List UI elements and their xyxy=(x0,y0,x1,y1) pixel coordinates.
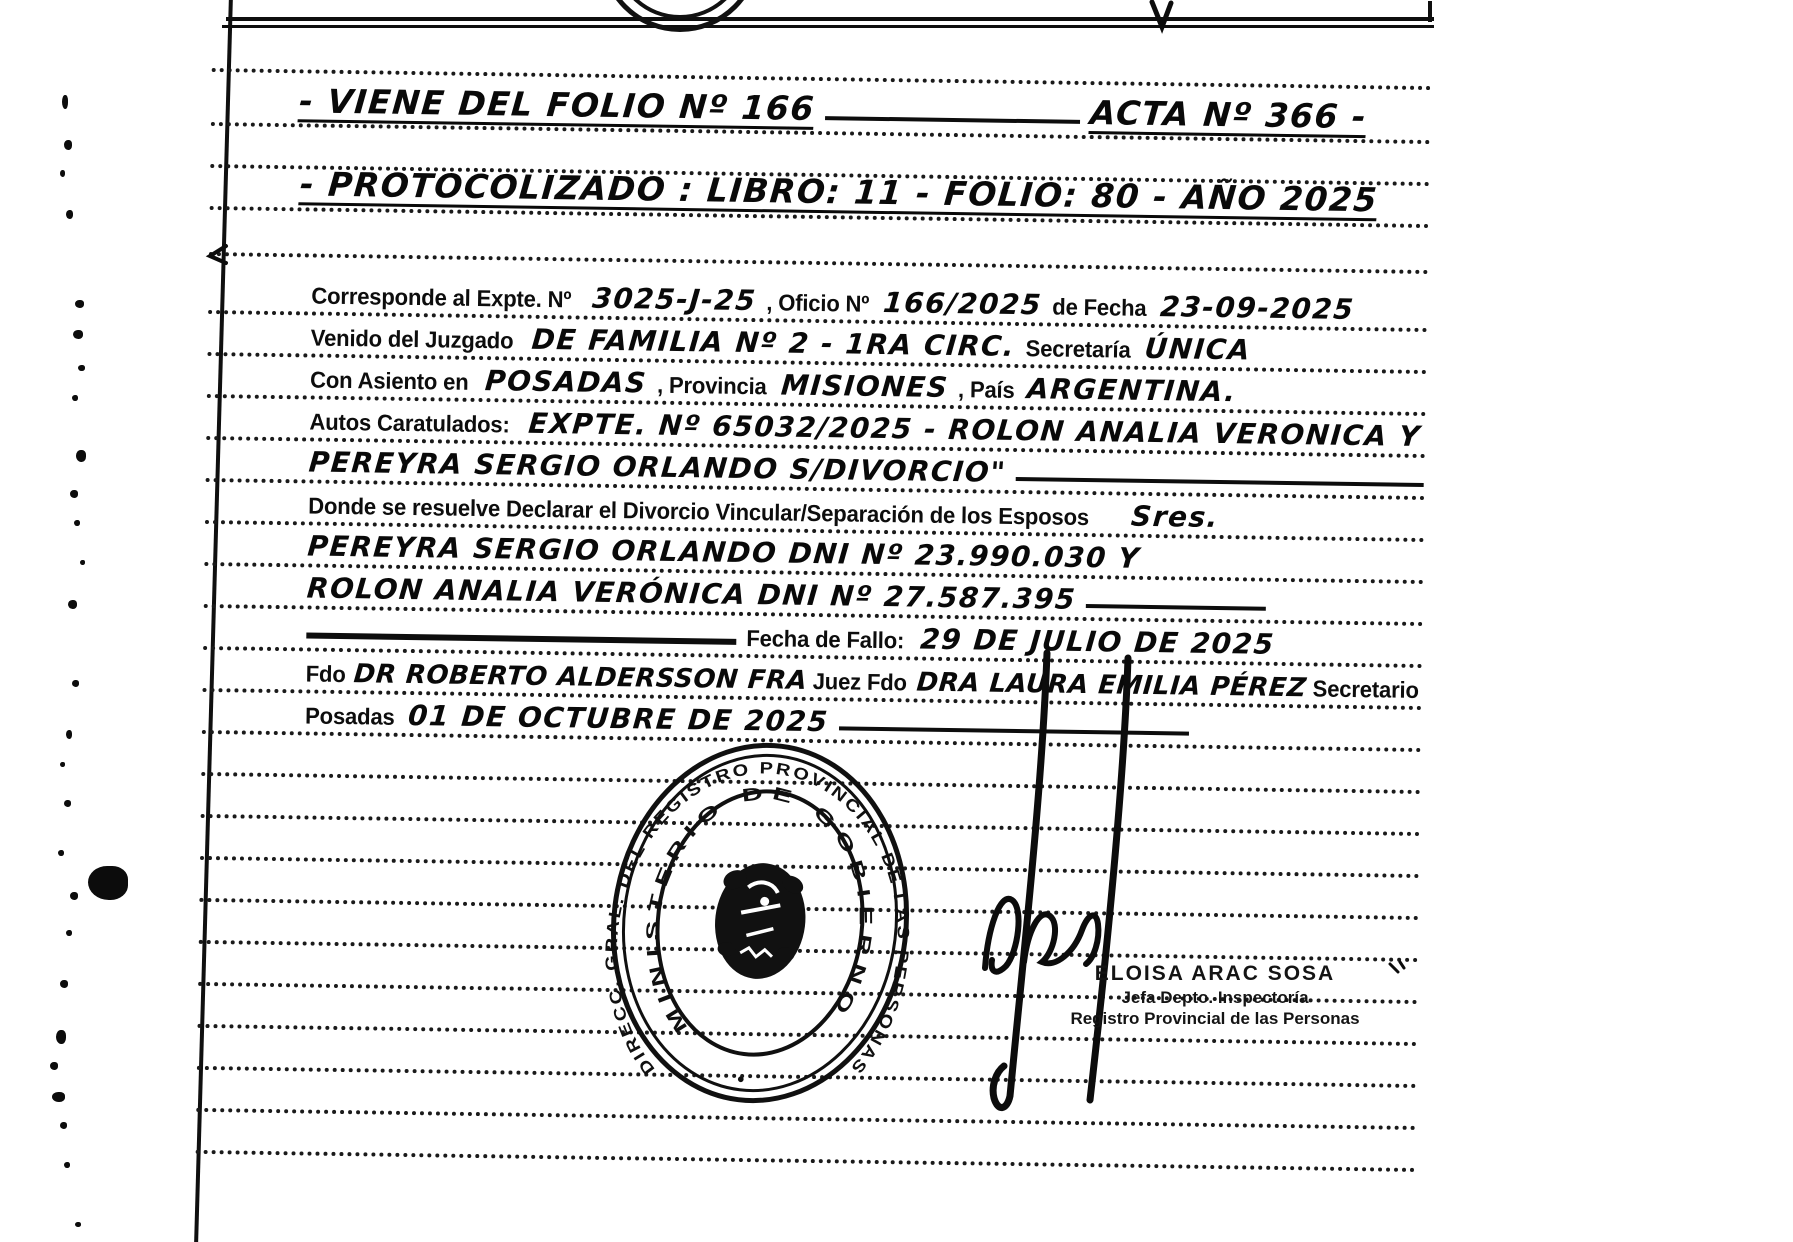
ruled-dotted-line xyxy=(199,940,1419,962)
fecha-oficio: 23-09-2025 xyxy=(1158,290,1356,326)
ruled-dotted-line xyxy=(201,814,1421,836)
signer-name-block xyxy=(1020,962,1410,1029)
fallo-fecha: 29 DE JULIO DE 2025 xyxy=(919,622,1277,661)
provincia-label: , Provincia xyxy=(656,371,767,400)
autos-line1: EXPTE. Nº 65032/2025 - ROLON ANALIA VERONICA Y xyxy=(526,406,1422,453)
ruled-dotted-line xyxy=(200,856,1420,878)
stamp-inner-text: MINISTERIO DE GOBIERNO xyxy=(642,782,876,1037)
protocolizado-value: - PROTOCOLIZADO : LIBRO: 11 - FOLIO: 80 - AÑO 2025 xyxy=(298,164,1380,220)
pais-label: , País xyxy=(958,376,1016,403)
rule-fill-line xyxy=(1086,604,1266,611)
viene-del-folio-value: - VIENE DEL FOLIO Nº 166 xyxy=(297,81,817,128)
donde-label: Donde se resuelve Declarar el Divorcio Vincular/Separación de los Esposos xyxy=(308,492,1090,531)
esposo1-value: PEREYRA SERGIO ORLANDO DNI Nº 23.990.030 Y xyxy=(306,529,1142,575)
corresponde-label: Corresponde al Expte. Nº xyxy=(311,282,572,313)
stamp-outer-text: DIRECC. GRAL. DEL REGISTRO PROVINCIAL DE LAS PERSONAS xyxy=(602,759,912,1078)
esposos-sres: Sres. xyxy=(1130,499,1221,534)
stamp-separator-dot: • xyxy=(735,1068,746,1092)
ruled-dotted-line xyxy=(196,1108,1416,1130)
juez-label: Juez Fdo xyxy=(812,667,908,696)
autos-line2: PEREYRA SERGIO ORLANDO S/DIVORCIO" xyxy=(307,445,1008,489)
signer-name: ELOISA ARAC SOSA xyxy=(1094,962,1336,985)
oficio-label: , Oficio Nº xyxy=(765,289,870,317)
ruled-dotted-line xyxy=(201,772,1421,794)
fallo-label: Fecha de Fallo: xyxy=(746,624,905,654)
fdo-label: Fdo xyxy=(305,660,346,688)
rule-fill-line xyxy=(306,632,736,644)
venido-label: Venido del Juzgado xyxy=(310,324,514,354)
rule-fill-line xyxy=(1016,477,1424,487)
signer-office: Registro Provincial de las Personas xyxy=(1070,1009,1360,1028)
secretario-nombre: DRA LAURA EMILIA PÉREZ xyxy=(915,667,1308,704)
pais-value: ARGENTINA. xyxy=(1025,372,1239,409)
provincia-value: MISIONES xyxy=(779,368,950,404)
secretaria-value: ÚNICA xyxy=(1143,331,1253,367)
rule-fill-line xyxy=(825,116,1080,124)
rule-fill-line xyxy=(839,726,1189,735)
fecha-label: de Fecha xyxy=(1051,293,1147,321)
oficio-number: 166/2025 xyxy=(881,286,1044,322)
expte-number: 3025-J-25 xyxy=(590,281,758,318)
ruled-dotted-line xyxy=(199,898,1419,920)
juzgado-value: DE FAMILIA Nº 2 - 1RA CIRC. xyxy=(530,322,1017,363)
lugar-label: Posadas xyxy=(304,702,395,730)
ruled-dotted-line xyxy=(196,1150,1416,1172)
acta-number: ACTA Nº 366 - xyxy=(1088,93,1369,137)
ruled-dotted-line xyxy=(197,1066,1417,1088)
esposo2-value: ROLON ANALIA VERÓNICA DNI Nº 27.587.395 xyxy=(305,571,1078,616)
asiento-value: POSADAS xyxy=(483,364,649,400)
asiento-label: Con Asiento en xyxy=(309,366,469,395)
signer-title: Jefa Depto. Inspectoría xyxy=(1121,988,1309,1007)
juez-nombre: DR ROBERTO ALDERSSON FRA xyxy=(352,659,809,696)
secretario-label: Secretario xyxy=(1312,675,1419,703)
fecha-emision: 01 DE OCTUBRE DE 2025 xyxy=(407,699,831,739)
secretaria-label: Secretaría xyxy=(1025,335,1131,363)
autos-label: Autos Caratulados: xyxy=(309,408,510,438)
